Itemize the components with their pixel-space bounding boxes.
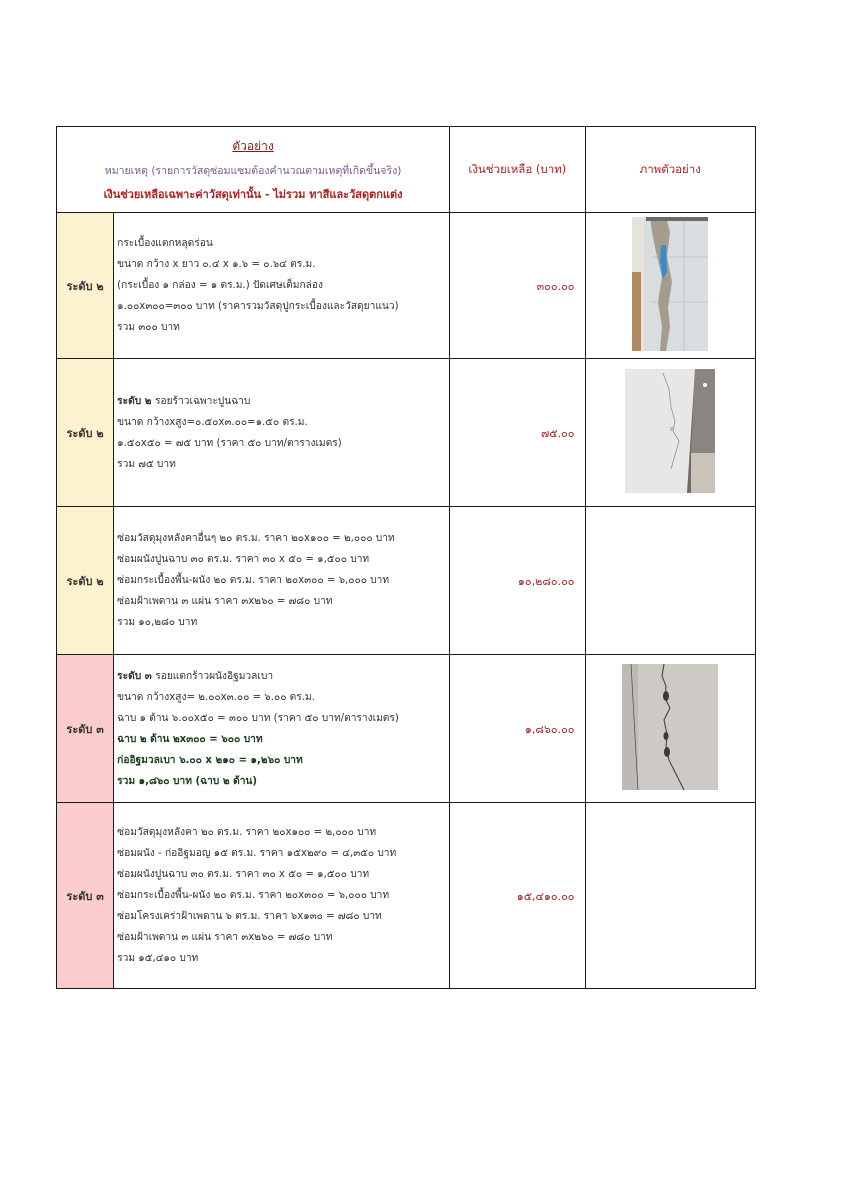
image-cell bbox=[585, 359, 756, 507]
description-line: ๑.๕๐x๕๐ = ๗๕ บาท (ราคา ๕๐ บาท/ตารางเมตร) bbox=[117, 437, 342, 449]
description-cell bbox=[114, 655, 450, 803]
description-line: ฉาบ ๒ ด้าน ๒x๓๐๐ = ๖๐๐ บาท bbox=[117, 733, 263, 745]
description-line: ซ่อมผนังปูนฉาบ ๓๐ ตร.ม. ราคา ๓๐ x ๕๐ = ๑,๕๐๐ บาท bbox=[117, 554, 370, 565]
table-header-row bbox=[57, 127, 756, 213]
header-warning: เงินช่วยเหลือเฉพาะค่าวัสดุเท่านั้น - ไม่รวม ทาสีและวัสดุตกแต่ง bbox=[103, 187, 403, 201]
table-row bbox=[57, 803, 756, 989]
description-cell bbox=[114, 803, 450, 989]
description-line: รวม ๑,๘๖๐ บาท (ฉาบ ๒ ด้าน) bbox=[117, 775, 258, 787]
description-line: ระดับ ๓ รอยแตกร้าวผนังอิฐมวลเบา bbox=[117, 670, 274, 682]
description-line: ซ่อมฝ้าเพดาน ๓ แผ่น ราคา ๓x๒๖๐ = ๗๘๐ บาท bbox=[117, 932, 333, 943]
description-line: รวม ๑๐,๒๘๐ บาท bbox=[117, 617, 198, 628]
damage-example-table bbox=[56, 126, 756, 989]
block-wall-crack-photo bbox=[622, 664, 718, 790]
description-line: ก่ออิฐมวลเบา ๖.๐๐ x ๒๑๐ = ๑,๒๖๐ บาท bbox=[117, 754, 303, 766]
image-cell bbox=[585, 507, 756, 655]
plaster-crack-photo bbox=[625, 369, 715, 493]
description-line: รวม ๑๕,๔๑๐ บาท bbox=[117, 953, 199, 964]
description-line: ขนาด กว้างxสูง=๐.๕๐x๓.๐๐=๑.๕๐ ตร.ม. bbox=[117, 416, 308, 428]
description-line: ซ่อมวัสดุมุงหลังคา ๒๐ ตร.ม. ราคา ๒๐x๑๐๐ = ๒,๐๐๐ บาท bbox=[117, 827, 377, 838]
description-line: ซ่อมโครงเคร่าฝ้าเพดาน ๖ ตร.ม. ราคา ๖x๑๓๐ = ๗๘๐ บาท bbox=[117, 911, 382, 922]
description-cell bbox=[114, 359, 450, 507]
header-title: ตัวอย่าง bbox=[232, 138, 274, 153]
level-cell: ระดับ ๒ bbox=[57, 359, 114, 507]
description-line: ซ่อมวัสดุมุงหลังคาอื่นๆ ๒๐ ตร.ม. ราคา ๒๐x๑๐๐ = ๒,๐๐๐ บาท bbox=[117, 533, 395, 544]
header-description-cell bbox=[57, 127, 450, 213]
table-row bbox=[57, 507, 756, 655]
description-line: รวม ๗๕ บาท bbox=[117, 458, 176, 470]
level-cell: ระดับ ๓ bbox=[57, 803, 114, 989]
description-line: (กระเบื้อง ๑ กล่อง = ๑ ตร.ม.) ปัดเศษเต็มกล่อง bbox=[117, 280, 324, 291]
description-line: ซ่อมฝ้าเพดาน ๓ แผ่น ราคา ๓x๒๖๐ = ๗๘๐ บาท bbox=[117, 596, 333, 607]
table-row bbox=[57, 359, 756, 507]
header-note: หมายเหตุ (รายการวัสดุซ่อมแซมต้องคำนวณตามเหตุที่เกิดขึ้นจริง) bbox=[104, 164, 402, 177]
table-row bbox=[57, 655, 756, 803]
description-line: กระเบื้องแตกหลุดร่อน bbox=[117, 238, 213, 249]
image-cell bbox=[585, 655, 756, 803]
level-cell: ระดับ ๓ bbox=[57, 655, 114, 803]
image-cell bbox=[585, 213, 756, 359]
description-line: ขนาด กว้างxสูง= ๒.๐๐x๓.๐๐ = ๖.๐๐ ตร.ม. bbox=[117, 691, 315, 703]
amount-cell: ๗๕.๐๐ bbox=[450, 359, 585, 507]
table-row bbox=[57, 213, 756, 359]
amount-cell: ๑๐,๒๘๐.๐๐ bbox=[450, 507, 585, 655]
description-cell bbox=[114, 507, 450, 655]
description-line: ซ่อมกระเบื้องพื้น-ผนัง ๒๐ ตร.ม. ราคา ๒๐x๓๐๐ = ๖,๐๐๐ บาท bbox=[117, 890, 390, 901]
header-image: ภาพตัวอย่าง bbox=[585, 127, 756, 213]
header-amount: เงินช่วยเหลือ (บาท) bbox=[450, 127, 585, 213]
tile-crack-photo bbox=[632, 217, 708, 351]
description-line: ระดับ ๒ รอยร้าวเฉพาะปูนฉาบ bbox=[117, 395, 251, 407]
level-cell: ระดับ ๒ bbox=[57, 213, 114, 359]
amount-cell: ๑๕,๔๑๐.๐๐ bbox=[450, 803, 585, 989]
description-line: ๑.๐๐x๓๐๐=๓๐๐ บาท (ราคารวมวัสดุปูกระเบื้องและวัสดุยาแนว) bbox=[117, 301, 399, 312]
description-line: ซ่อมผนัง - ก่ออิฐมอญ ๑๕ ตร.ม. ราคา ๑๕x๒๙๐ = ๔,๓๕๐ บาท bbox=[117, 848, 397, 859]
amount-cell: ๓๐๐.๐๐ bbox=[450, 213, 585, 359]
description-line: รวม ๓๐๐ บาท bbox=[117, 322, 180, 333]
image-cell bbox=[585, 803, 756, 989]
description-line: ซ่อมผนังปูนฉาบ ๓๐ ตร.ม. ราคา ๓๐ x ๕๐ = ๑,๕๐๐ บาท bbox=[117, 869, 370, 880]
description-line: ขนาด กว้าง x ยาว ๐.๔ x ๑.๖ = ๐.๖๔ ตร.ม. bbox=[117, 259, 316, 270]
level-cell: ระดับ ๒ bbox=[57, 507, 114, 655]
description-line: ซ่อมกระเบื้องพื้น-ผนัง ๒๐ ตร.ม. ราคา ๒๐x๓๐๐ = ๖,๐๐๐ บาท bbox=[117, 575, 390, 586]
description-line: ฉาบ ๑ ด้าน ๖.๐๐x๕๐ = ๓๐๐ บาท (ราคา ๕๐ บาท/ตารางเมตร) bbox=[117, 712, 399, 724]
description-cell bbox=[114, 213, 450, 359]
amount-cell: ๑,๘๖๐.๐๐ bbox=[450, 655, 585, 803]
